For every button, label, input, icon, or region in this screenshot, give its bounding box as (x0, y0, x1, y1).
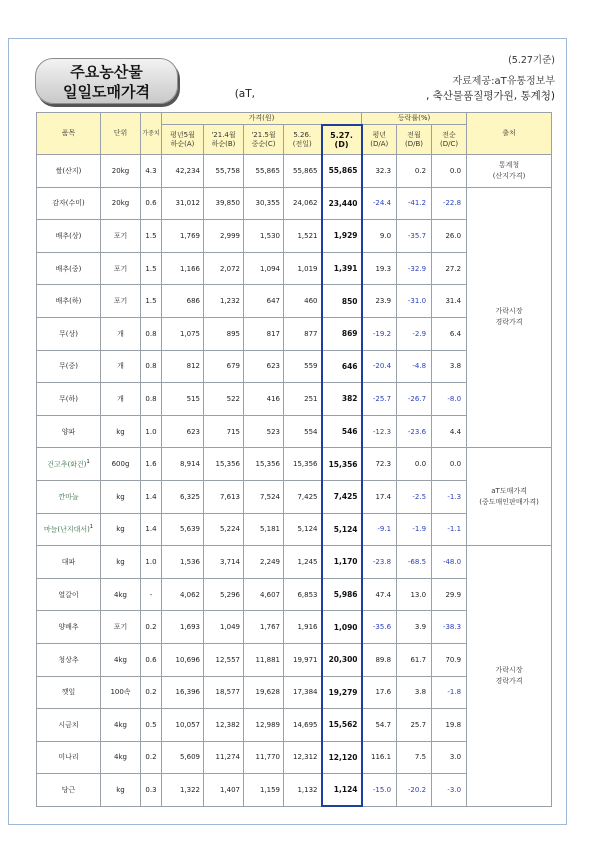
cell-price-d: 646 (322, 350, 362, 383)
cell-price-d: 869 (322, 317, 362, 350)
item-name: 마늘(난지대서) (43, 525, 90, 534)
cell-change-dc: 0.0 (432, 155, 467, 188)
cell-price-b: 11,274 (204, 741, 244, 774)
cell-unit: 20kg (101, 155, 141, 188)
cell-weight: 0.5 (141, 709, 162, 742)
cell-item (37, 187, 101, 220)
cell-price-prev: 559 (284, 350, 322, 383)
cell-price-a: 1,322 (162, 774, 204, 807)
cell-item (37, 611, 101, 644)
cell-price-a: 1,693 (162, 611, 204, 644)
cell-price-prev: 17,384 (284, 676, 322, 709)
cell-change-da: -25.7 (362, 383, 397, 416)
cell-unit: 포기 (101, 252, 141, 285)
cell-unit: 포기 (101, 220, 141, 253)
header-col-db: 전월 (D/B) (397, 125, 432, 155)
cell-change-db: -1.9 (397, 513, 432, 546)
cell-price-prev: 24,062 (284, 187, 322, 220)
cell-change-db: -35.7 (397, 220, 432, 253)
cell-unit: kg (101, 480, 141, 513)
cell-price-a: 42,234 (162, 155, 204, 188)
item-name: 대파 (61, 557, 76, 566)
cell-change-db: 7.5 (397, 741, 432, 774)
cell-unit: 4kg (101, 741, 141, 774)
cell-price-c: 11,881 (244, 643, 284, 676)
cell-price-b: 39,850 (204, 187, 244, 220)
title-line-2: 일일도매가격 (63, 83, 150, 101)
cell-item (37, 546, 101, 579)
cell-price-d: 19,279 (322, 676, 362, 709)
cell-price-a: 515 (162, 383, 204, 416)
cell-price-c: 1,159 (244, 774, 284, 807)
cell-price-a: 16,396 (162, 676, 204, 709)
cell-change-da: -19.2 (362, 317, 397, 350)
basis-date: (5.27기준) (508, 55, 555, 66)
cell-change-da: -23.8 (362, 546, 397, 579)
cell-weight: 0.2 (141, 741, 162, 774)
cell-price-d: 55,865 (322, 155, 362, 188)
cell-weight: - (141, 578, 162, 611)
cell-change-dc: -1.8 (432, 676, 467, 709)
cell-item (37, 317, 101, 350)
cell-change-dc: 70.9 (432, 643, 467, 676)
header-col-da: 평년 (D/A) (362, 125, 397, 155)
source-line: (중도매인판매가격) (479, 497, 539, 506)
cell-price-c: 11,770 (244, 741, 284, 774)
cell-item (37, 676, 101, 709)
cell-price-prev: 5,124 (284, 513, 322, 546)
cell-weight: 0.8 (141, 350, 162, 383)
cell-price-c: 12,989 (244, 709, 284, 742)
cell-price-a: 6,325 (162, 480, 204, 513)
table-row (37, 155, 552, 188)
cell-item (37, 285, 101, 318)
cell-price-d: 1,170 (322, 546, 362, 579)
cell-change-db: -31.0 (397, 285, 432, 318)
cell-price-b: 18,577 (204, 676, 244, 709)
cell-price-prev: 1,245 (284, 546, 322, 579)
header-col-dc: 전순 (D/C) (432, 125, 467, 155)
cell-change-dc: 26.0 (432, 220, 467, 253)
item-footnote: 1 (89, 524, 94, 531)
cell-unit: 개 (101, 383, 141, 416)
title-badge (35, 58, 178, 104)
cell-weight: 1.6 (141, 448, 162, 481)
header-col-a: 평년5월 하순(A) (162, 125, 204, 155)
cell-price-b: 5,224 (204, 513, 244, 546)
cell-change-db: 0.2 (397, 155, 432, 188)
cell-change-db: 0.0 (397, 448, 432, 481)
cell-price-prev: 19,971 (284, 643, 322, 676)
source-line: 가락시장 (495, 666, 523, 674)
cell-change-dc: 29.9 (432, 578, 467, 611)
cell-price-prev: 251 (284, 383, 322, 416)
cell-price-c: 2,249 (244, 546, 284, 579)
source-line-2-right: , 축산물품질평가원, 통계청) (425, 90, 555, 102)
cell-change-dc: -22.8 (432, 187, 467, 220)
cell-item (37, 578, 101, 611)
cell-price-c: 647 (244, 285, 284, 318)
cell-item (37, 155, 101, 188)
cell-item (37, 643, 101, 676)
cell-unit: kg (101, 546, 141, 579)
cell-price-a: 1,769 (162, 220, 204, 253)
item-footnote: 1 (86, 458, 90, 465)
cell-price-b: 5,296 (204, 578, 244, 611)
cell-weight: 4.3 (141, 155, 162, 188)
cell-price-c: 1,094 (244, 252, 284, 285)
cell-price-b: 715 (204, 415, 244, 448)
cell-weight: 0.6 (141, 643, 162, 676)
cell-change-da: 72.3 (362, 448, 397, 481)
cell-price-prev: 877 (284, 317, 322, 350)
header-item: 품목 (37, 113, 101, 155)
cell-price-prev: 6,853 (284, 578, 322, 611)
header-unit: 단위 (101, 113, 141, 155)
cell-price-prev: 1,132 (284, 774, 322, 807)
cell-price-b: 895 (204, 317, 244, 350)
cell-weight: 1.4 (141, 513, 162, 546)
cell-change-da: 32.3 (362, 155, 397, 188)
source-line-1: 자료제공:aT유통정보부 (452, 76, 555, 87)
cell-price-b: 522 (204, 383, 244, 416)
cell-unit: 4kg (101, 578, 141, 611)
cell-change-da: 89.8 (362, 643, 397, 676)
item-name: 배추(하) (55, 297, 82, 306)
cell-change-dc: -1.1 (432, 513, 467, 546)
cell-price-a: 31,012 (162, 187, 204, 220)
cell-weight: 1.0 (141, 546, 162, 579)
cell-price-c: 5,181 (244, 513, 284, 546)
cell-price-b: 7,613 (204, 480, 244, 513)
cell-price-c: 7,524 (244, 480, 284, 513)
cell-unit: kg (101, 774, 141, 807)
cell-change-dc: 4.4 (432, 415, 467, 448)
cell-price-a: 8,914 (162, 448, 204, 481)
cell-price-prev: 7,425 (284, 480, 322, 513)
cell-price-c: 55,865 (244, 155, 284, 188)
cell-price-a: 1,166 (162, 252, 204, 285)
cell-change-db: -68.5 (397, 546, 432, 579)
cell-change-da: 116.1 (362, 741, 397, 774)
title-line-1: 주요농산물 (70, 63, 143, 81)
cell-item (37, 415, 101, 448)
item-name: 감자(수미) (52, 199, 85, 208)
cell-change-da: 9.0 (362, 220, 397, 253)
cell-price-prev: 460 (284, 285, 322, 318)
cell-price-b: 2,999 (204, 220, 244, 253)
header-change-group: 등락률(%) (362, 113, 467, 125)
cell-price-a: 812 (162, 350, 204, 383)
cell-price-b: 1,049 (204, 611, 244, 644)
header-col-c: '21.5월 중순(C) (244, 125, 284, 155)
item-name: 미나리 (58, 753, 79, 762)
cell-weight: 1.5 (141, 220, 162, 253)
cell-unit: kg (101, 415, 141, 448)
cell-unit: 20kg (101, 187, 141, 220)
cell-weight: 0.8 (141, 383, 162, 416)
table-row (37, 546, 552, 579)
cell-item (37, 480, 101, 513)
item-name: 양배추 (58, 623, 79, 632)
cell-price-prev: 1,521 (284, 220, 322, 253)
header-price-group: 가격(원) (162, 113, 362, 125)
table-body (37, 155, 552, 807)
cell-price-c: 416 (244, 383, 284, 416)
cell-change-da: 23.9 (362, 285, 397, 318)
cell-change-dc: -1.3 (432, 480, 467, 513)
cell-price-d: 20,300 (322, 643, 362, 676)
cell-price-b: 15,356 (204, 448, 244, 481)
cell-unit: 개 (101, 317, 141, 350)
cell-change-da: -9.1 (362, 513, 397, 546)
cell-price-a: 1,075 (162, 317, 204, 350)
cell-item (37, 513, 101, 546)
header-col-prev: 5.26. (전일) (284, 125, 322, 155)
cell-price-a: 5,639 (162, 513, 204, 546)
cell-unit: 개 (101, 350, 141, 383)
source-line: 가락시장 (495, 307, 523, 316)
cell-price-a: 1,536 (162, 546, 204, 579)
item-name: 무(중) (59, 362, 78, 371)
cell-weight: 0.8 (141, 317, 162, 350)
cell-unit: kg (101, 513, 141, 546)
cell-change-da: -15.0 (362, 774, 397, 807)
cell-change-db: -26.7 (397, 383, 432, 416)
cell-source (467, 187, 552, 448)
cell-change-db: -2.9 (397, 317, 432, 350)
cell-change-db: 13.0 (397, 578, 432, 611)
cell-weight: 0.2 (141, 611, 162, 644)
item-name: 무(하) (59, 394, 78, 403)
cell-weight: 0.6 (141, 187, 162, 220)
item-name: 청상추 (58, 655, 79, 664)
cell-price-prev: 1,019 (284, 252, 322, 285)
cell-price-prev: 12,312 (284, 741, 322, 774)
cell-price-b: 1,232 (204, 285, 244, 318)
cell-change-dc: 6.4 (432, 317, 467, 350)
cell-price-d: 12,120 (322, 741, 362, 774)
cell-change-da: 54.7 (362, 709, 397, 742)
cell-change-db: -20.2 (397, 774, 432, 807)
cell-price-b: 679 (204, 350, 244, 383)
cell-price-d: 7,425 (322, 480, 362, 513)
source-line-2-left: (aT, (234, 88, 255, 100)
table-row (37, 448, 552, 481)
item-name: 시금치 (58, 720, 79, 729)
item-name: 쌀(산지) (55, 166, 82, 175)
cell-price-prev: 15,356 (284, 448, 322, 481)
cell-unit: 포기 (101, 285, 141, 318)
cell-unit: 포기 (101, 611, 141, 644)
cell-change-db: 3.8 (397, 676, 432, 709)
cell-price-c: 30,355 (244, 187, 284, 220)
cell-price-d: 15,356 (322, 448, 362, 481)
cell-change-db: 3.9 (397, 611, 432, 644)
source-line: 경락가격 (495, 318, 523, 327)
cell-price-d: 5,124 (322, 513, 362, 546)
cell-item (37, 741, 101, 774)
cell-change-dc: 27.2 (432, 252, 467, 285)
cell-price-b: 12,557 (204, 643, 244, 676)
cell-price-d: 1,124 (322, 774, 362, 807)
cell-change-dc: 3.0 (432, 741, 467, 774)
cell-change-da: 47.4 (362, 578, 397, 611)
cell-price-c: 4,607 (244, 578, 284, 611)
cell-change-da: 17.4 (362, 480, 397, 513)
cell-item (37, 709, 101, 742)
cell-change-da: 17.6 (362, 676, 397, 709)
cell-price-c: 623 (244, 350, 284, 383)
cell-unit: 100속 (101, 676, 141, 709)
cell-change-da: -12.3 (362, 415, 397, 448)
item-name: 깐마늘 (58, 492, 79, 501)
cell-item (37, 383, 101, 416)
cell-weight: 1.0 (141, 415, 162, 448)
cell-price-a: 10,057 (162, 709, 204, 742)
cell-item (37, 350, 101, 383)
cell-item (37, 252, 101, 285)
cell-price-b: 12,382 (204, 709, 244, 742)
cell-price-a: 5,609 (162, 741, 204, 774)
source-line: (산지가격) (492, 171, 526, 180)
cell-change-da: -35.6 (362, 611, 397, 644)
cell-change-db: -32.9 (397, 252, 432, 285)
cell-price-c: 15,356 (244, 448, 284, 481)
cell-price-a: 4,062 (162, 578, 204, 611)
cell-change-dc: -8.0 (432, 383, 467, 416)
cell-price-d: 5,986 (322, 578, 362, 611)
cell-price-b: 1,407 (204, 774, 244, 807)
cell-source (467, 546, 552, 807)
cell-change-da: -24.4 (362, 187, 397, 220)
cell-change-da: 19.3 (362, 252, 397, 285)
item-name: 건고추(화건) (47, 460, 87, 469)
cell-price-d: 1,090 (322, 611, 362, 644)
cell-unit: 600g (101, 448, 141, 481)
cell-price-d: 850 (322, 285, 362, 318)
source-line-2 (234, 88, 555, 103)
cell-change-dc: -48.0 (432, 546, 467, 579)
cell-price-c: 523 (244, 415, 284, 448)
header-source: 출처 (467, 113, 552, 155)
cell-price-a: 686 (162, 285, 204, 318)
cell-change-db: 25.7 (397, 709, 432, 742)
source-line: aT도매가격 (491, 486, 527, 495)
item-name: 열갈이 (58, 590, 79, 599)
cell-change-da: -20.4 (362, 350, 397, 383)
cell-change-db: -23.6 (397, 415, 432, 448)
cell-change-dc: -38.3 (432, 611, 467, 644)
cell-price-d: 23,440 (322, 187, 362, 220)
cell-price-d: 546 (322, 415, 362, 448)
cell-change-dc: 19.8 (432, 709, 467, 742)
cell-change-dc: 0.0 (432, 448, 467, 481)
cell-price-prev: 14,695 (284, 709, 322, 742)
cell-price-prev: 554 (284, 415, 322, 448)
cell-change-db: -41.2 (397, 187, 432, 220)
item-name: 양파 (61, 427, 76, 436)
cell-price-d: 15,562 (322, 709, 362, 742)
cell-weight: 0.3 (141, 774, 162, 807)
item-name: 배추(중) (55, 264, 82, 273)
cell-item (37, 774, 101, 807)
cell-weight: 1.4 (141, 480, 162, 513)
cell-change-db: -2.5 (397, 480, 432, 513)
cell-price-prev: 55,865 (284, 155, 322, 188)
cell-change-dc: 31.4 (432, 285, 467, 318)
cell-change-db: 61.7 (397, 643, 432, 676)
cell-change-db: -4.8 (397, 350, 432, 383)
cell-change-dc: 3.8 (432, 350, 467, 383)
cell-price-b: 2,072 (204, 252, 244, 285)
header-col-b: '21.4월 하순(B) (204, 125, 244, 155)
cell-price-b: 55,758 (204, 155, 244, 188)
cell-price-c: 1,767 (244, 611, 284, 644)
cell-weight: 1.5 (141, 285, 162, 318)
cell-price-a: 623 (162, 415, 204, 448)
cell-unit: 4kg (101, 709, 141, 742)
cell-price-a: 10,696 (162, 643, 204, 676)
cell-weight: 1.5 (141, 252, 162, 285)
item-name: 당근 (61, 786, 76, 795)
source-line: 경락가격 (495, 677, 523, 685)
cell-price-d: 1,929 (322, 220, 362, 253)
table-row (37, 187, 552, 220)
price-table (36, 112, 552, 807)
cell-item (37, 220, 101, 253)
cell-price-b: 3,714 (204, 546, 244, 579)
cell-source (467, 448, 552, 546)
item-name: 깻잎 (61, 688, 76, 697)
item-name: 무(상) (59, 329, 78, 338)
cell-unit: 4kg (101, 643, 141, 676)
cell-price-d: 1,391 (322, 252, 362, 285)
item-name: 배추(상) (55, 231, 82, 240)
cell-item (37, 448, 101, 481)
cell-price-c: 1,530 (244, 220, 284, 253)
cell-change-dc: -3.0 (432, 774, 467, 807)
cell-price-c: 19,628 (244, 676, 284, 709)
source-line: 통계청 (498, 160, 520, 169)
header-col-d: 5.27. (D) (322, 125, 362, 155)
header-weight: 가중치 (141, 113, 162, 155)
cell-price-c: 817 (244, 317, 284, 350)
cell-source (467, 155, 552, 188)
cell-price-d: 382 (322, 383, 362, 416)
cell-weight: 0.2 (141, 676, 162, 709)
cell-price-prev: 1,916 (284, 611, 322, 644)
